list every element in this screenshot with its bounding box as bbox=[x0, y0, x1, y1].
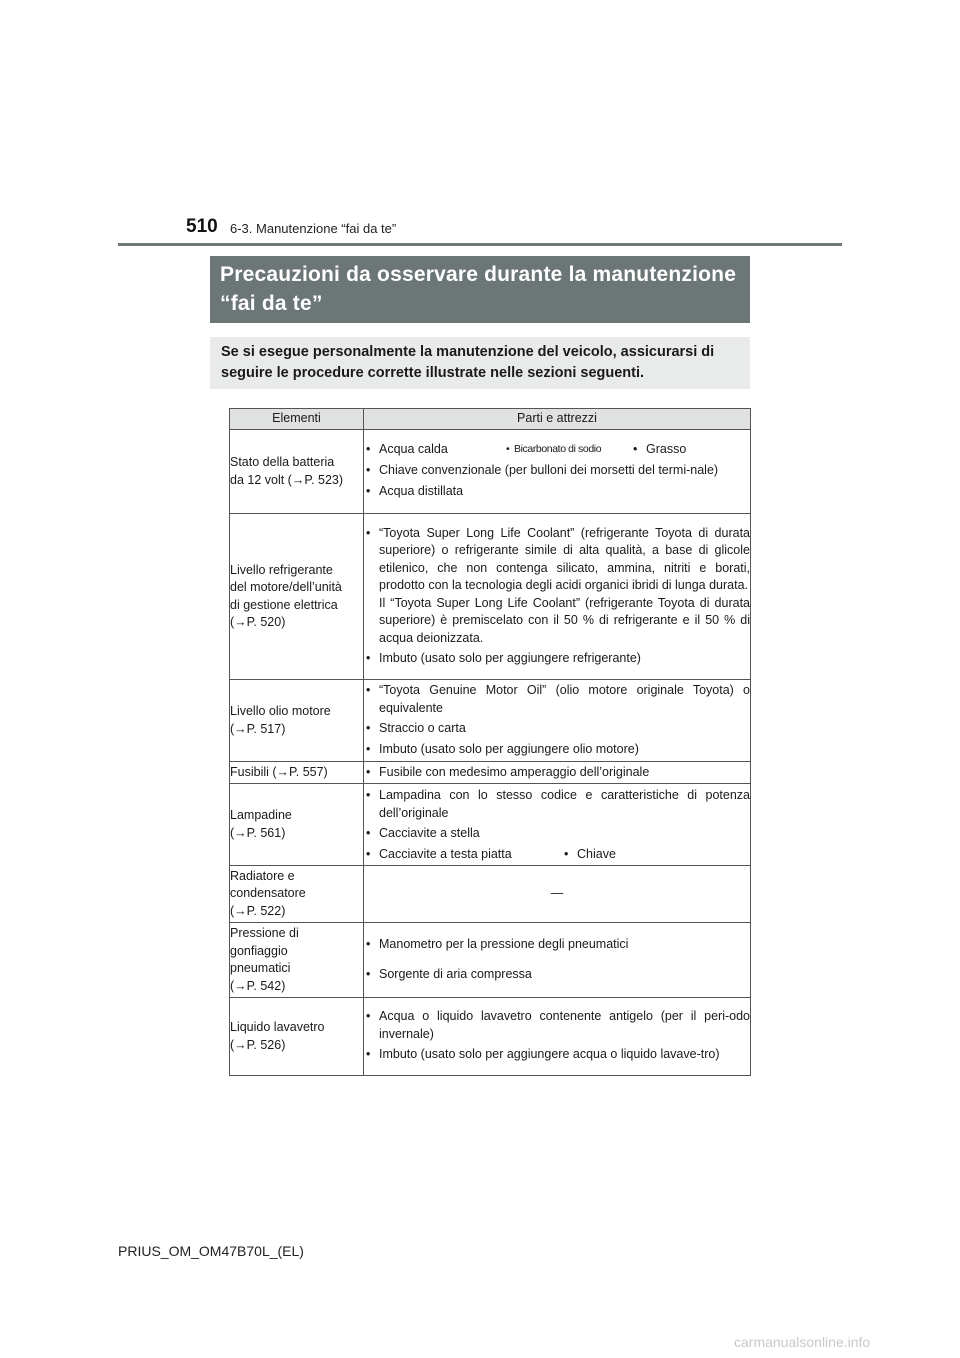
item-line: Liquido lavavetro bbox=[230, 1020, 325, 1034]
list-item: • Acqua calda bbox=[364, 441, 504, 459]
item-line: Fusibili (→P. 557) bbox=[230, 764, 328, 779]
intro-box bbox=[210, 337, 750, 389]
page-title-line1: Precauzioni da osservare durante la manutenzione bbox=[220, 263, 737, 286]
table-row bbox=[230, 430, 751, 514]
list-item: • Cacciavite a stella bbox=[364, 825, 750, 843]
parts-cell bbox=[364, 866, 751, 923]
parts-cell bbox=[364, 514, 751, 680]
header-elementi: Elementi bbox=[230, 409, 364, 430]
item-line: di gestione elettrica bbox=[230, 597, 338, 612]
list-item: • Imbuto (usato solo per aggiungere olio motore) bbox=[364, 741, 750, 759]
list-item: • Chiave convenzionale (per bulloni dei morsetti del termi-nale) bbox=[364, 462, 750, 480]
table-header-row bbox=[230, 409, 751, 430]
list-item: • Cacciavite a testa piatta bbox=[364, 846, 562, 864]
parts-list bbox=[364, 936, 750, 983]
list-item-text: “Toyota Super Long Life Coolant” (refrigerante Toyota di durata superiore) o refrigerante simile di alta qualità, a base di glicole etilenico, che non contenga silicato, ammina, nitriti e borati, prodotto con la tecnologia degli acidi organici ibridi di lunga durata. bbox=[379, 525, 750, 592]
header-parti: Parti e attrezzi bbox=[364, 409, 751, 430]
item-line: gonfiaggio bbox=[230, 943, 288, 958]
footer-code: PRIUS_OM_OM47B70L_(EL) bbox=[118, 1243, 304, 1259]
item-cell bbox=[230, 923, 364, 998]
list-item: • Bicarbonato di sodio bbox=[504, 441, 631, 459]
parts-cell bbox=[364, 680, 751, 762]
list-item: • Sorgente di aria compressa bbox=[364, 966, 750, 984]
inline-parts bbox=[364, 441, 750, 459]
list-item: • Lampadina con lo stesso codice e caratteristiche di potenza dell’originale bbox=[364, 787, 750, 822]
list-item: • Acqua distillata bbox=[364, 483, 750, 501]
list-item bbox=[364, 525, 750, 648]
watermark: carmanualsonline.info bbox=[734, 1334, 871, 1350]
item-cell bbox=[230, 866, 364, 923]
table-row bbox=[230, 998, 751, 1076]
table-row bbox=[230, 784, 751, 866]
item-line: da 12 volt (→P. 523) bbox=[230, 472, 344, 487]
item-line: (→P. 520) bbox=[230, 615, 286, 629]
list-item: • Imbuto (usato solo per aggiungere acqua o liquido lavave-tro) bbox=[364, 1046, 750, 1064]
item-line: Pressione di bbox=[230, 926, 299, 940]
table-row bbox=[230, 680, 751, 762]
item-line: Livello refrigerante bbox=[230, 562, 333, 577]
table-row bbox=[230, 866, 751, 923]
table-row bbox=[230, 514, 751, 680]
item-cell bbox=[230, 998, 364, 1076]
list-item: • Manometro per la pressione degli pneumatici bbox=[364, 936, 750, 954]
item-line: Stato della batteria bbox=[230, 455, 335, 469]
list-item: • Straccio o carta bbox=[364, 720, 750, 738]
header-rule bbox=[118, 243, 842, 246]
item-line: (→P. 561) bbox=[230, 825, 286, 840]
parts-cell bbox=[364, 430, 751, 514]
page-title-line2: “fai da te” bbox=[220, 292, 323, 315]
parts-list bbox=[364, 764, 750, 782]
parts-list bbox=[364, 1008, 750, 1064]
item-line: (→P. 517) bbox=[230, 721, 286, 736]
item-line: Lampadine bbox=[230, 808, 292, 822]
item-line: (→P. 522) bbox=[230, 903, 286, 918]
list-item: • Chiave bbox=[562, 846, 616, 864]
parts-cell bbox=[364, 784, 751, 866]
item-line: (→P. 526) bbox=[230, 1037, 286, 1052]
item-line: del motore/dell’unità bbox=[230, 580, 342, 594]
item-cell bbox=[230, 430, 364, 514]
parts-cell bbox=[364, 923, 751, 998]
intro-line1: Se si esegue personalmente la manutenzione del veicolo, assicurarsi di bbox=[221, 344, 715, 360]
parts-list bbox=[364, 525, 750, 668]
list-item-note: Il “Toyota Super Long Life Coolant” (refrigerante Toyota di durata superiore) è premiscelato con il 50 % di refrigerante e il 50 % di acqua deionizzata. bbox=[379, 595, 750, 645]
item-line: (→P. 542) bbox=[230, 978, 286, 993]
item-cell bbox=[230, 680, 364, 762]
list-item: • Fusibile con medesimo amperaggio dell’originale bbox=[364, 764, 750, 782]
table-row bbox=[230, 762, 751, 784]
item-line: pneumatici bbox=[230, 961, 291, 975]
page-title bbox=[210, 256, 750, 323]
parts-list bbox=[364, 787, 750, 843]
section-label: 6-3. Manutenzione “fai da te” bbox=[230, 221, 397, 236]
inline-parts bbox=[364, 846, 750, 864]
table-row bbox=[230, 923, 751, 998]
list-item: • Imbuto (usato solo per aggiungere refrigerante) bbox=[364, 650, 750, 668]
intro-line2: seguire le procedure corrette illustrate nelle sezioni seguenti. bbox=[221, 365, 645, 381]
items-table bbox=[229, 408, 751, 1076]
item-line: condensatore bbox=[230, 886, 306, 901]
item-cell bbox=[230, 762, 364, 784]
item-cell bbox=[230, 784, 364, 866]
parts-list bbox=[364, 462, 750, 500]
parts-cell bbox=[364, 998, 751, 1076]
item-line: Radiatore e bbox=[230, 868, 295, 883]
list-item: • “Toyota Genuine Motor Oil” (olio motore originale Toyota) o equivalente bbox=[364, 682, 750, 717]
empty-dash: — bbox=[550, 886, 564, 901]
parts-cell bbox=[364, 762, 751, 784]
list-item: • Grasso bbox=[631, 441, 686, 459]
page-number: 510 bbox=[186, 216, 218, 237]
list-item: • Acqua o liquido lavavetro contenente antigelo (per il peri-odo invernale) bbox=[364, 1008, 750, 1043]
parts-list bbox=[364, 682, 750, 758]
item-line: Livello olio motore bbox=[230, 704, 331, 718]
item-cell bbox=[230, 514, 364, 680]
